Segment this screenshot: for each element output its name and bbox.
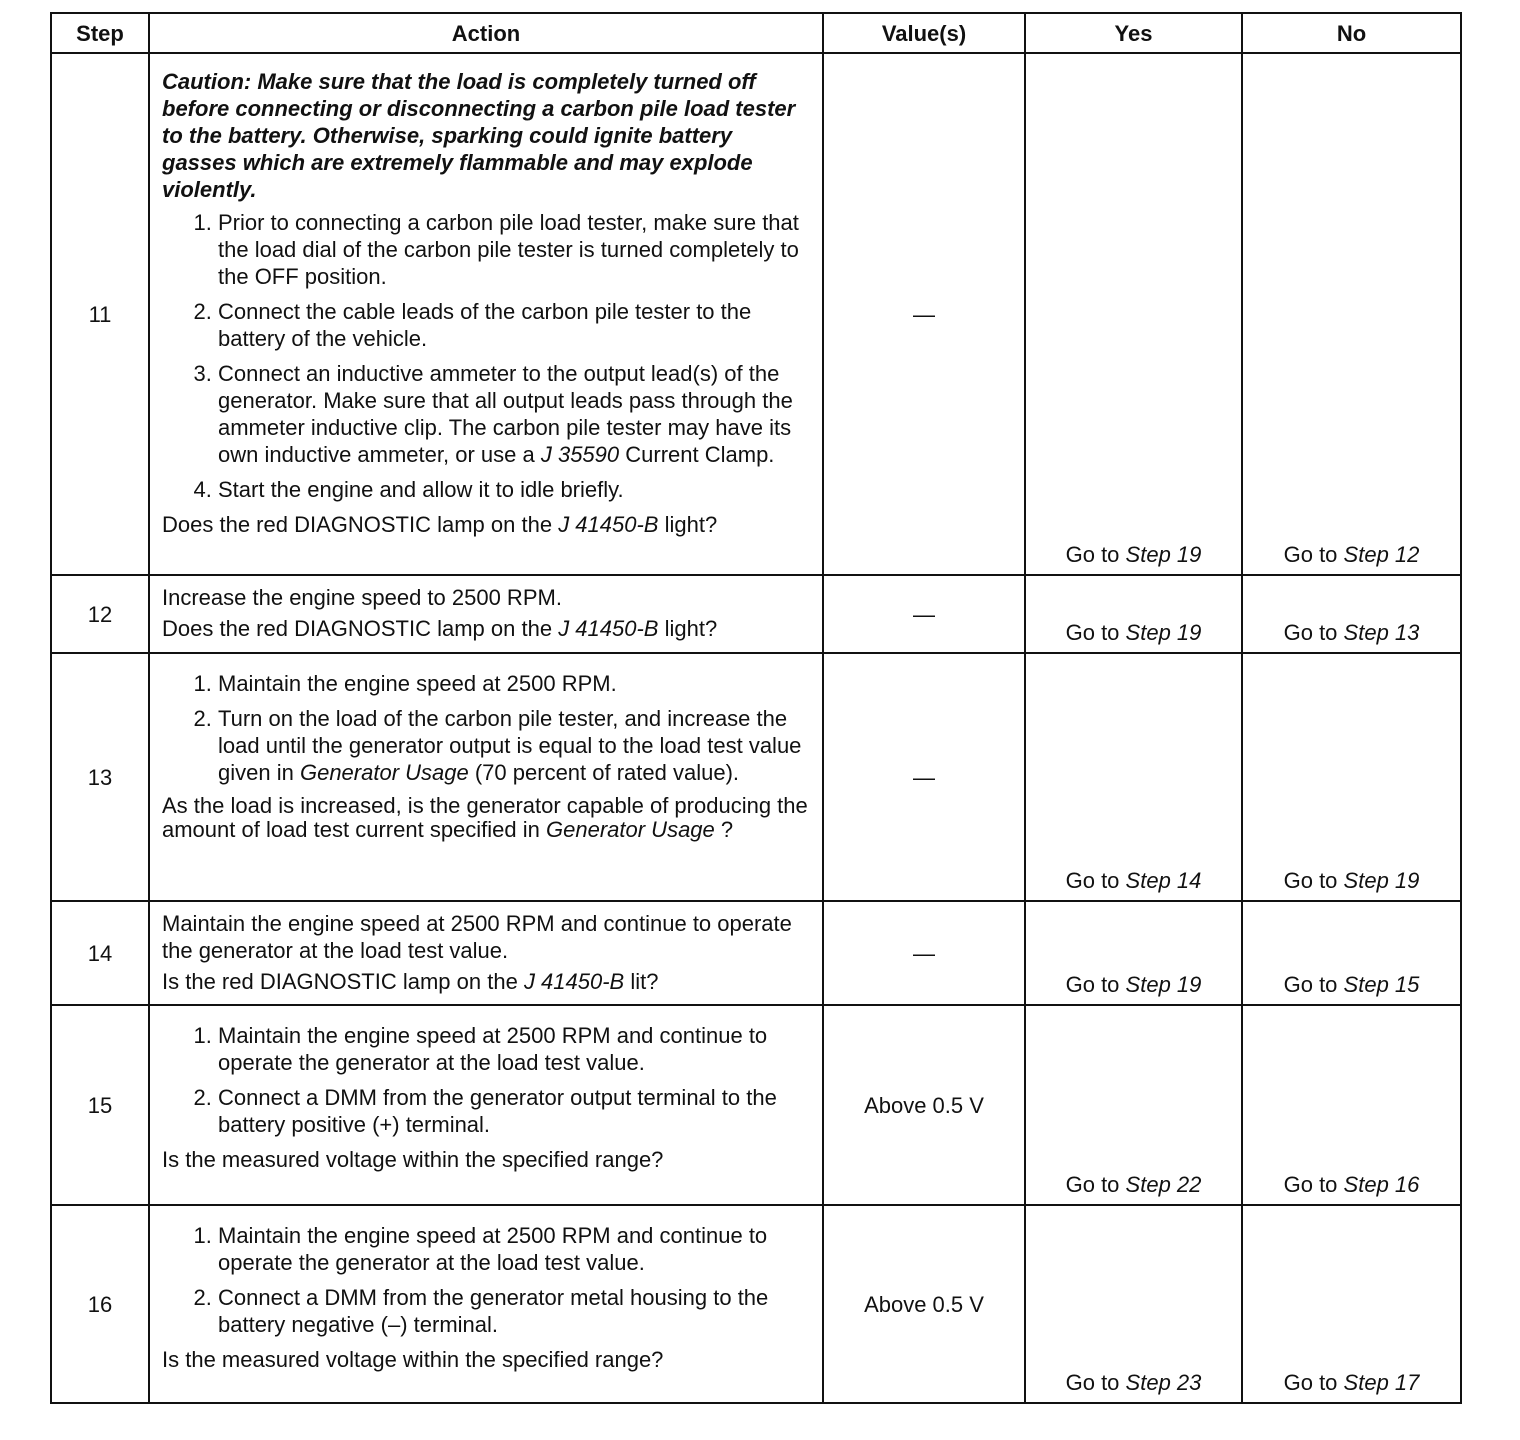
list-item: 2. Connect a DMM from the generator metal housing to the battery negative (–) terminal.	[218, 1284, 812, 1338]
value-cell: —	[823, 653, 1025, 901]
list-item	[218, 705, 812, 786]
question-text: Does the red DIAGNOSTIC lamp on the	[162, 616, 553, 641]
question	[162, 794, 812, 842]
header-action: Action	[149, 13, 823, 53]
yes-cell	[1025, 1005, 1242, 1205]
list-item: 1. Maintain the engine speed at 2500 RPM.	[218, 670, 812, 697]
action-text: Increase the engine speed to 2500 RPM.	[162, 585, 562, 610]
step-number: 11	[51, 53, 149, 575]
no-cell	[1242, 575, 1461, 653]
question	[162, 968, 812, 995]
table-row	[51, 575, 1461, 653]
diagnostic-table	[50, 12, 1462, 1404]
no-step-link[interactable]: Step 16	[1343, 1172, 1420, 1197]
goto-text: Go to	[1065, 542, 1120, 567]
table-row	[51, 53, 1461, 575]
value-cell: —	[823, 575, 1025, 653]
no-cell	[1242, 1005, 1461, 1205]
value-cell: —	[823, 901, 1025, 1005]
question-tail: light?	[664, 512, 718, 537]
tool-reference: J 41450-B	[523, 969, 625, 994]
no-step-link[interactable]: Step 19	[1343, 868, 1420, 893]
tool-reference: J 41450-B	[558, 616, 659, 641]
question	[162, 615, 812, 642]
action-cell	[149, 1005, 823, 1205]
no-step-link[interactable]: Step 12	[1343, 542, 1420, 567]
no-step-link[interactable]: Step 17	[1343, 1370, 1420, 1395]
action-list	[162, 209, 812, 503]
step-number: 13	[51, 653, 149, 901]
step-number: 15	[51, 1005, 149, 1205]
list-item: 4. Start the engine and allow it to idle briefly.	[218, 476, 812, 503]
yes-step-link[interactable]: Step 23	[1125, 1370, 1202, 1395]
no-cell	[1242, 901, 1461, 1005]
question-text: As the load is increased, is the generator capable of producing the amount of load test current specified in	[162, 793, 808, 842]
table-row	[51, 901, 1461, 1005]
yes-cell	[1025, 901, 1242, 1005]
question-tail: light?	[664, 616, 718, 641]
list-item-text: Turn on the load of the carbon pile tester, and increase the load until the generator output is equal to the load test value given in	[218, 706, 802, 785]
goto-text: Go to	[1065, 868, 1120, 893]
tool-reference: J 41450-B	[558, 512, 659, 537]
action-list	[162, 670, 812, 786]
yes-step-link[interactable]: Step 19	[1125, 620, 1202, 645]
yes-cell	[1025, 575, 1242, 653]
yes-cell	[1025, 653, 1242, 901]
yes-step-link[interactable]: Step 19	[1125, 972, 1202, 997]
action-list	[162, 1022, 812, 1138]
action-cell	[149, 1205, 823, 1403]
action-cell	[149, 53, 823, 575]
list-item-tail: Current Clamp.	[625, 442, 775, 467]
question	[162, 511, 812, 538]
goto-text: Go to	[1065, 972, 1120, 997]
list-item: 2. Connect a DMM from the generator output terminal to the battery positive (+) terminal.	[218, 1084, 812, 1138]
goto-text: Go to	[1283, 542, 1338, 567]
goto-text: Go to	[1283, 620, 1338, 645]
yes-step-link[interactable]: Step 14	[1125, 868, 1202, 893]
table-row	[51, 1205, 1461, 1403]
goto-text: Go to	[1283, 868, 1338, 893]
action-cell	[149, 575, 823, 653]
goto-text: Go to	[1283, 1370, 1338, 1395]
action-cell	[149, 901, 823, 1005]
header-values: Value(s)	[823, 13, 1025, 53]
list-item: 1. Maintain the engine speed at 2500 RPM and continue to operate the generator at the load test value.	[218, 1022, 812, 1076]
no-step-link[interactable]: Step 15	[1343, 972, 1420, 997]
goto-text: Go to	[1065, 620, 1120, 645]
question-text: Is the red DIAGNOSTIC lamp on the	[162, 969, 518, 994]
goto-text: Go to	[1283, 1172, 1338, 1197]
yes-cell	[1025, 53, 1242, 575]
header-step: Step	[51, 13, 149, 53]
header-no: No	[1242, 13, 1461, 53]
no-cell	[1242, 1205, 1461, 1403]
value-cell: Above 0.5 V	[823, 1205, 1025, 1403]
no-cell	[1242, 53, 1461, 575]
step-number: 16	[51, 1205, 149, 1403]
value-cell: —	[823, 53, 1025, 575]
caution-text: Caution: Make sure that the load is completely turned off before connecting or disconnecting a carbon pile load tester to the battery. Otherwise, sparking could ignite battery gasses which are extremely flammable and may explode violently.	[162, 69, 796, 202]
action-text: Maintain the engine speed at 2500 RPM and continue to operate the generator at the load test value.	[162, 911, 792, 963]
list-item	[218, 360, 812, 468]
header-row	[51, 13, 1461, 53]
table-row	[51, 653, 1461, 901]
question-text: Is the measured voltage within the specified range?	[162, 1147, 664, 1172]
doc-reference: Generator Usage	[299, 760, 469, 785]
list-item-tail: (70 percent of rated value).	[474, 760, 740, 785]
goto-text: Go to	[1065, 1370, 1120, 1395]
goto-text: Go to	[1065, 1172, 1120, 1197]
no-cell	[1242, 653, 1461, 901]
step-number: 12	[51, 575, 149, 653]
yes-step-link[interactable]: Step 19	[1125, 542, 1202, 567]
value-cell: Above 0.5 V	[823, 1005, 1025, 1205]
header-yes: Yes	[1025, 13, 1242, 53]
question-tail: ?	[720, 817, 734, 842]
list-item: 1. Maintain the engine speed at 2500 RPM and continue to operate the generator at the load test value.	[218, 1222, 812, 1276]
list-item: 2. Connect the cable leads of the carbon pile tester to the battery of the vehicle.	[218, 298, 812, 352]
action-cell	[149, 653, 823, 901]
goto-text: Go to	[1283, 972, 1338, 997]
table-row	[51, 1005, 1461, 1205]
list-item-text: Connect an inductive ammeter to the output lead(s) of the generator. Make sure that all output leads pass through the ammeter inductive clip. The carbon pile tester may have its own inductive ammeter, or use a	[218, 361, 793, 467]
no-step-link[interactable]: Step 13	[1343, 620, 1420, 645]
action-list	[162, 1222, 812, 1338]
doc-reference: Generator Usage	[546, 817, 715, 842]
question-tail: lit?	[630, 969, 659, 994]
question-text: Is the measured voltage within the specified range?	[162, 1347, 664, 1372]
step-number: 14	[51, 901, 149, 1005]
yes-step-link[interactable]: Step 22	[1125, 1172, 1202, 1197]
tool-reference: J 35590	[540, 442, 620, 467]
question-text: Does the red DIAGNOSTIC lamp on the	[162, 512, 553, 537]
yes-cell	[1025, 1205, 1242, 1403]
list-item: 1. Prior to connecting a carbon pile load tester, make sure that the load dial of the carbon pile tester is turned completely to the OFF position.	[218, 209, 812, 290]
